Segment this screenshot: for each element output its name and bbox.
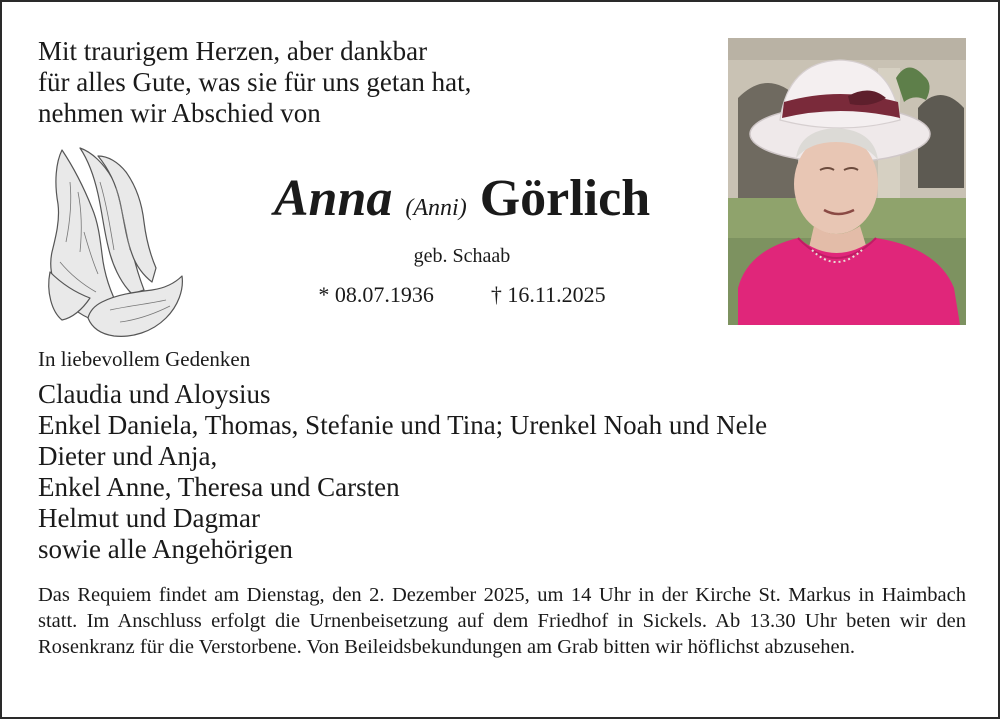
mourner-line: Claudia und Aloysius (38, 379, 271, 409)
deceased-info (227, 164, 697, 308)
life-dates (227, 282, 697, 308)
birth-symbol: * (318, 282, 330, 307)
intro-line: Mit traurigem Herzen, aber dankbar (38, 36, 428, 66)
first-name: Anna (273, 170, 393, 227)
death-date: 16.11.2025 (507, 282, 606, 307)
praying-hands-icon (40, 142, 185, 342)
intro-line: nehmen wir Abschied von (38, 98, 321, 128)
mourner-line: Helmut und Dagmar (38, 503, 260, 533)
mourner-line: Dieter und Anja, (38, 441, 218, 471)
nickname: (Anni) (405, 195, 467, 221)
mourner-line: Enkel Anne, Theresa und Carsten (38, 472, 400, 502)
funeral-notice: Das Requiem findet am Dienstag, den 2. Dezember 2025, um 14 Uhr in der Kirche St. Markus in Haimbach statt. Im Anschluss erfolgt die Urnenbeisetzung auf dem Friedhof in Sickels. Ab 13.30 Uhr beten wir den Rosenkranz für die Verstorbene. Von Beileidsbekundungen am Grab bitten wir höflichst abzusehen. (38, 584, 966, 658)
memory-heading: In liebevollem Gedenken (38, 347, 251, 371)
mourner-line: sowie alle Angehörigen (38, 534, 293, 564)
death-symbol: † (490, 282, 502, 307)
deceased-name (227, 164, 697, 243)
birth-name: geb. Schaab (413, 245, 511, 267)
mourners-list (38, 379, 767, 565)
intro-line: für alles Gute, was sie für uns getan hat, (38, 67, 472, 97)
portrait-photo (728, 38, 966, 325)
mourner-line: Enkel Daniela, Thomas, Stefanie und Tina; Urenkel Noah und Nele (38, 410, 768, 440)
last-name: Görlich (479, 170, 651, 227)
intro-text (38, 36, 471, 129)
birth-date: 08.07.1936 (334, 282, 434, 307)
